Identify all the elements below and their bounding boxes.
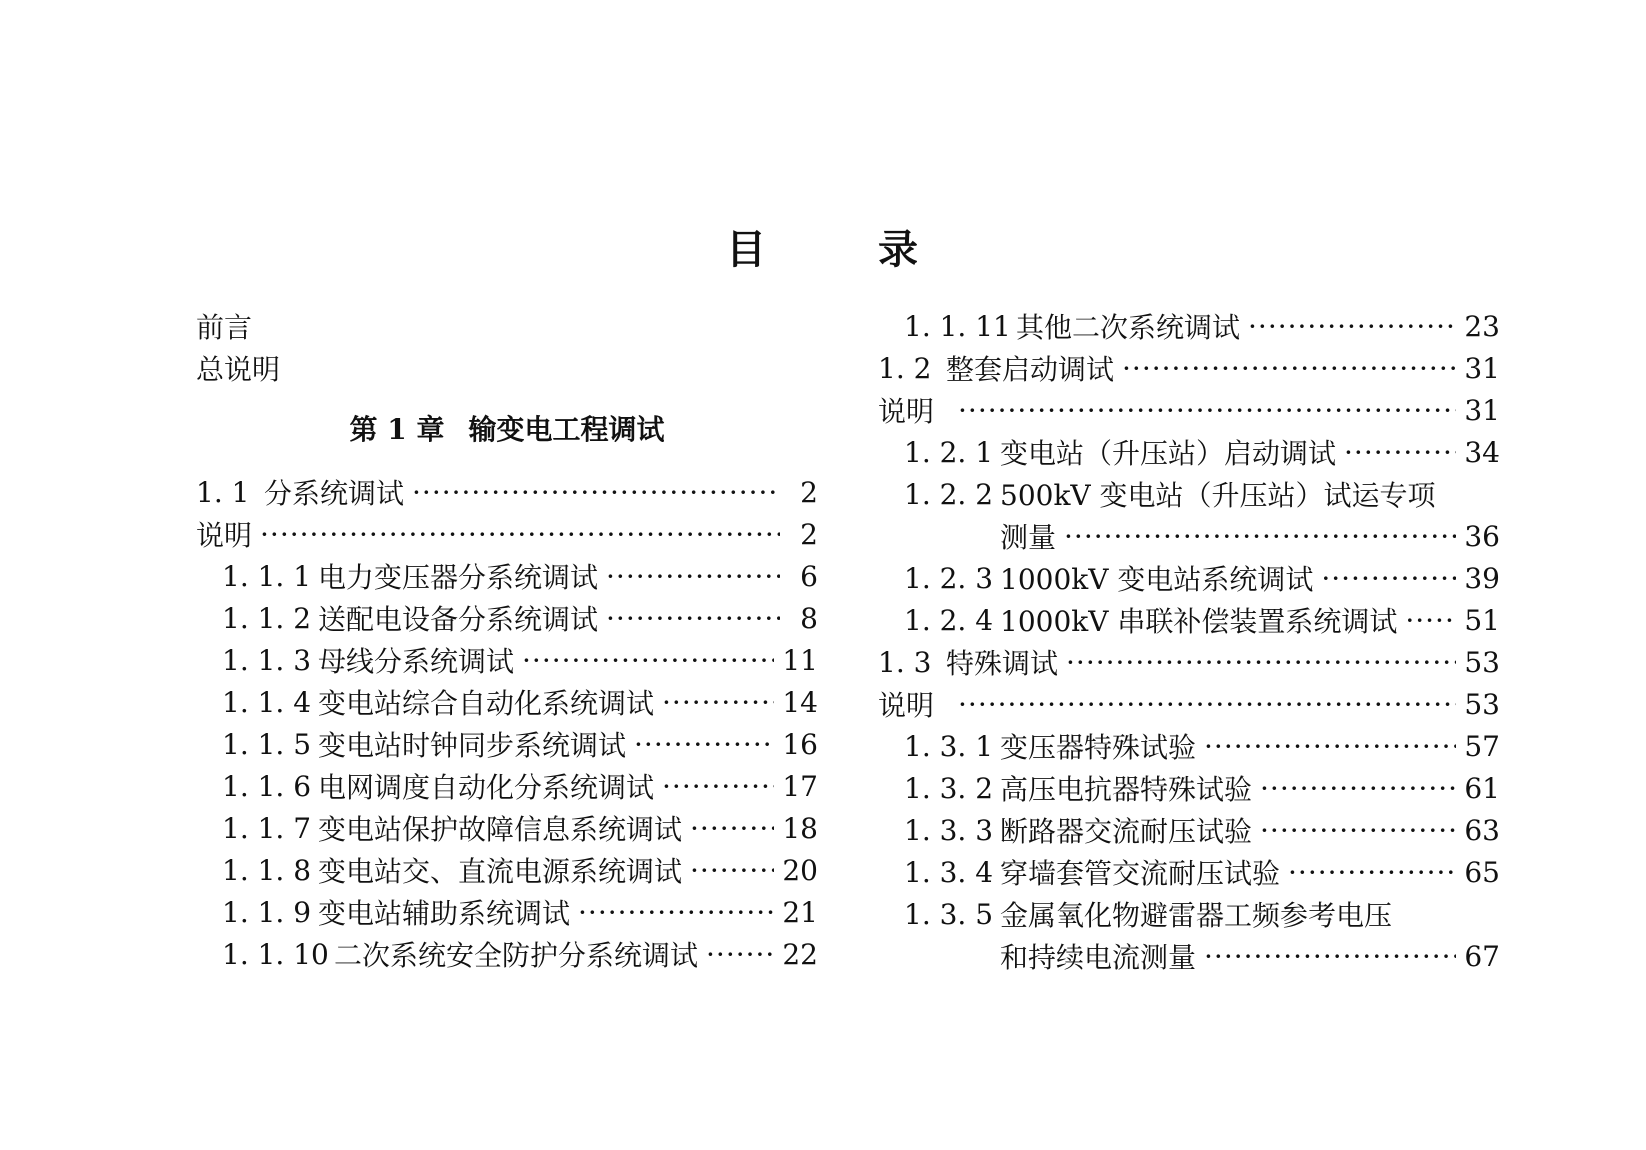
toc-entry-title: 其他二次系统调试 — [1016, 311, 1241, 344]
toc-entry[interactable] — [878, 346, 1500, 390]
toc-entry[interactable] — [196, 848, 818, 892]
toc-entry-title: 金属氧化物避雷器工频参考电压 — [1000, 899, 1393, 932]
toc-entry[interactable] — [878, 388, 1500, 432]
toc-entry[interactable] — [878, 598, 1500, 642]
toc-entry[interactable] — [878, 892, 1500, 936]
toc-entry-title: 分系统调试 — [264, 477, 405, 510]
leader-dots — [690, 812, 774, 845]
toc-entry-title: 特殊调试 — [946, 647, 1059, 680]
toc-entry-number: 1. 3 — [878, 645, 932, 679]
toc-entry-title: 母线分系统调试 — [318, 645, 515, 678]
toc-entry-title: 变电站辅助系统调试 — [318, 897, 571, 930]
chapter-heading — [196, 408, 818, 452]
toc-entry-page: 39 — [1464, 561, 1500, 595]
leader-dots — [1260, 772, 1456, 805]
toc-entry[interactable] — [196, 890, 818, 934]
toc-entry[interactable] — [878, 640, 1500, 684]
leader-dots — [1288, 856, 1456, 889]
leader-dots — [412, 476, 780, 509]
toc-entry-number: 1. 1. 3 — [222, 643, 312, 677]
toc-entry-number: 1. 3. 4 — [904, 855, 994, 889]
toc-entry[interactable] — [878, 430, 1500, 474]
leader-dots — [1204, 940, 1456, 973]
toc-entry-title: 说明 — [196, 519, 253, 552]
toc-entry-title: 和持续电流测量 — [1000, 941, 1197, 974]
toc-entry-number: 1. 1. 10 — [222, 937, 329, 971]
toc-entry-page: 31 — [1464, 351, 1500, 385]
leader-dots — [706, 938, 774, 971]
toc-entry-title: 二次系统安全防护分系统调试 — [334, 939, 699, 972]
toc-entry[interactable] — [196, 722, 818, 766]
toc-entry-page: 51 — [1464, 603, 1500, 637]
toc-entry-page: 61 — [1464, 771, 1500, 805]
chapter-number: 第 1 章 — [349, 413, 445, 446]
leader-dots — [1260, 814, 1456, 847]
toc-entry-number: 1. 1. 8 — [222, 853, 312, 887]
toc-entry-page: 31 — [1464, 393, 1500, 427]
toc-entry-page: 63 — [1464, 813, 1500, 847]
toc-front-general[interactable] — [196, 346, 818, 390]
toc-entry-number: 1. 2. 1 — [904, 435, 994, 469]
toc-entry-page: 11 — [782, 643, 818, 677]
leader-dots — [634, 728, 774, 761]
toc-entry[interactable] — [196, 512, 818, 556]
leader-dots — [522, 644, 774, 677]
toc-entry-number: 1. 1. 2 — [222, 601, 312, 635]
toc-entry[interactable] — [878, 682, 1500, 726]
leader-dots — [958, 394, 1456, 427]
toc-entry-title: 电网调度自动化分系统调试 — [318, 771, 655, 804]
toc-entry-page: 53 — [1464, 687, 1500, 721]
toc-entry[interactable] — [878, 472, 1500, 516]
toc-entry-page: 17 — [782, 769, 818, 803]
toc-entry-page: 2 — [800, 475, 818, 509]
title-char-1: 目 — [726, 226, 768, 273]
toc-entry-page: 65 — [1464, 855, 1500, 889]
toc-entry-page: 22 — [782, 937, 818, 971]
toc-entry-title: 总说明 — [196, 353, 281, 386]
toc-entry-page: 23 — [1464, 309, 1500, 343]
leader-dots — [1248, 310, 1456, 343]
toc-entry-title: 说明 — [878, 395, 935, 428]
toc-entry[interactable] — [196, 596, 818, 640]
toc-entry-title: 测量 — [1000, 521, 1057, 554]
toc-entry[interactable] — [878, 766, 1500, 810]
leader-dots — [1321, 562, 1456, 595]
leader-dots — [958, 688, 1456, 721]
toc-entry[interactable] — [878, 304, 1500, 348]
toc-entry-number: 1. 1. 1 — [222, 559, 312, 593]
toc-entry-title: 说明 — [878, 689, 935, 722]
leader-dots — [606, 602, 780, 635]
toc-entry-number: 1. 1. 7 — [222, 811, 312, 845]
toc-entry-number: 1. 1. 6 — [222, 769, 312, 803]
toc-entry[interactable] — [196, 638, 818, 682]
toc-entry-number: 1. 3. 3 — [904, 813, 994, 847]
toc-entry-number: 1. 1. 11 — [904, 309, 1011, 343]
toc-front-preface[interactable] — [196, 304, 818, 348]
toc-entry[interactable] — [196, 680, 818, 724]
toc-entry[interactable] — [196, 554, 818, 598]
toc-entry-number: 1. 2. 4 — [904, 603, 994, 637]
toc-entry[interactable] — [196, 806, 818, 850]
toc-entry-number: 1. 2 — [878, 351, 932, 385]
leader-dots — [1344, 436, 1456, 469]
leader-dots — [1066, 646, 1456, 679]
toc-entry-number: 1. 2. 3 — [904, 561, 994, 595]
leader-dots — [260, 518, 780, 551]
toc-entry-number: 1. 2. 2 — [904, 477, 994, 511]
toc-entry[interactable] — [878, 850, 1500, 894]
toc-entry-number: 1. 1. 4 — [222, 685, 312, 719]
toc-entry-page: 20 — [782, 853, 818, 887]
toc-entry-page: 34 — [1464, 435, 1500, 469]
toc-entry-title: 高压电抗器特殊试验 — [1000, 773, 1253, 806]
leader-dots — [662, 770, 774, 803]
page-title — [0, 218, 1646, 275]
toc-entry-number: 1. 1 — [196, 475, 250, 509]
leader-dots — [606, 560, 780, 593]
toc-entry-page: 53 — [1464, 645, 1500, 679]
toc-entry-number: 1. 3. 2 — [904, 771, 994, 805]
toc-entry-page: 36 — [1464, 519, 1500, 553]
toc-entry-page: 57 — [1464, 729, 1500, 763]
toc-entry-title: 断路器交流耐压试验 — [1000, 815, 1253, 848]
toc-entry-page: 21 — [782, 895, 818, 929]
leader-dots — [578, 896, 774, 929]
leader-dots — [1405, 604, 1456, 637]
toc-entry-title: 1000kV 串联补偿装置系统调试 — [1000, 605, 1398, 638]
toc-entry[interactable] — [878, 724, 1500, 768]
toc-entry-page: 2 — [800, 517, 818, 551]
toc-entry-page: 67 — [1464, 939, 1500, 973]
toc-entry-continuation[interactable] — [878, 934, 1500, 978]
toc-entry-title: 500kV 变电站（升压站）试运专项 — [1000, 479, 1436, 512]
toc-entry-page: 8 — [800, 601, 818, 635]
toc-entry-title: 整套启动调试 — [946, 353, 1115, 386]
leader-dots — [1122, 352, 1456, 385]
toc-entry-page: 14 — [782, 685, 818, 719]
toc-entry-title: 电力变压器分系统调试 — [318, 561, 599, 594]
toc-entry[interactable] — [196, 764, 818, 808]
toc-entry-title: 变压器特殊试验 — [1000, 731, 1197, 764]
leader-dots — [1064, 520, 1456, 553]
toc-entry[interactable] — [878, 808, 1500, 852]
toc-entry-continuation[interactable] — [878, 514, 1500, 558]
toc-entry-number: 1. 3. 5 — [904, 897, 994, 931]
toc-entry-title: 穿墙套管交流耐压试验 — [1000, 857, 1281, 890]
leader-dots — [690, 854, 774, 887]
toc-entry-title: 变电站时钟同步系统调试 — [318, 729, 627, 762]
toc-entry-title: 变电站交、直流电源系统调试 — [318, 855, 683, 888]
leader-dots — [1204, 730, 1456, 763]
toc-entry-title: 送配电设备分系统调试 — [318, 603, 599, 636]
leader-dots — [662, 686, 774, 719]
toc-entry-title: 变电站（升压站）启动调试 — [1000, 437, 1337, 470]
toc-entry[interactable] — [196, 470, 818, 514]
toc-entry[interactable] — [878, 556, 1500, 600]
title-char-2: 录 — [878, 226, 920, 273]
toc-entry-page: 18 — [782, 811, 818, 845]
toc-entry-page: 6 — [800, 559, 818, 593]
toc-entry-number: 1. 1. 5 — [222, 727, 312, 761]
toc-entry[interactable] — [196, 932, 818, 976]
toc-entry-number: 1. 1. 9 — [222, 895, 312, 929]
toc-entry-title: 1000kV 变电站系统调试 — [1000, 563, 1314, 596]
toc-entry-number: 1. 3. 1 — [904, 729, 994, 763]
chapter-name: 输变电工程调试 — [468, 413, 665, 446]
toc-entry-page: 16 — [782, 727, 818, 761]
toc-entry-title: 变电站综合自动化系统调试 — [318, 687, 655, 720]
toc-entry-title: 前言 — [196, 311, 253, 344]
toc-entry-title: 变电站保护故障信息系统调试 — [318, 813, 683, 846]
